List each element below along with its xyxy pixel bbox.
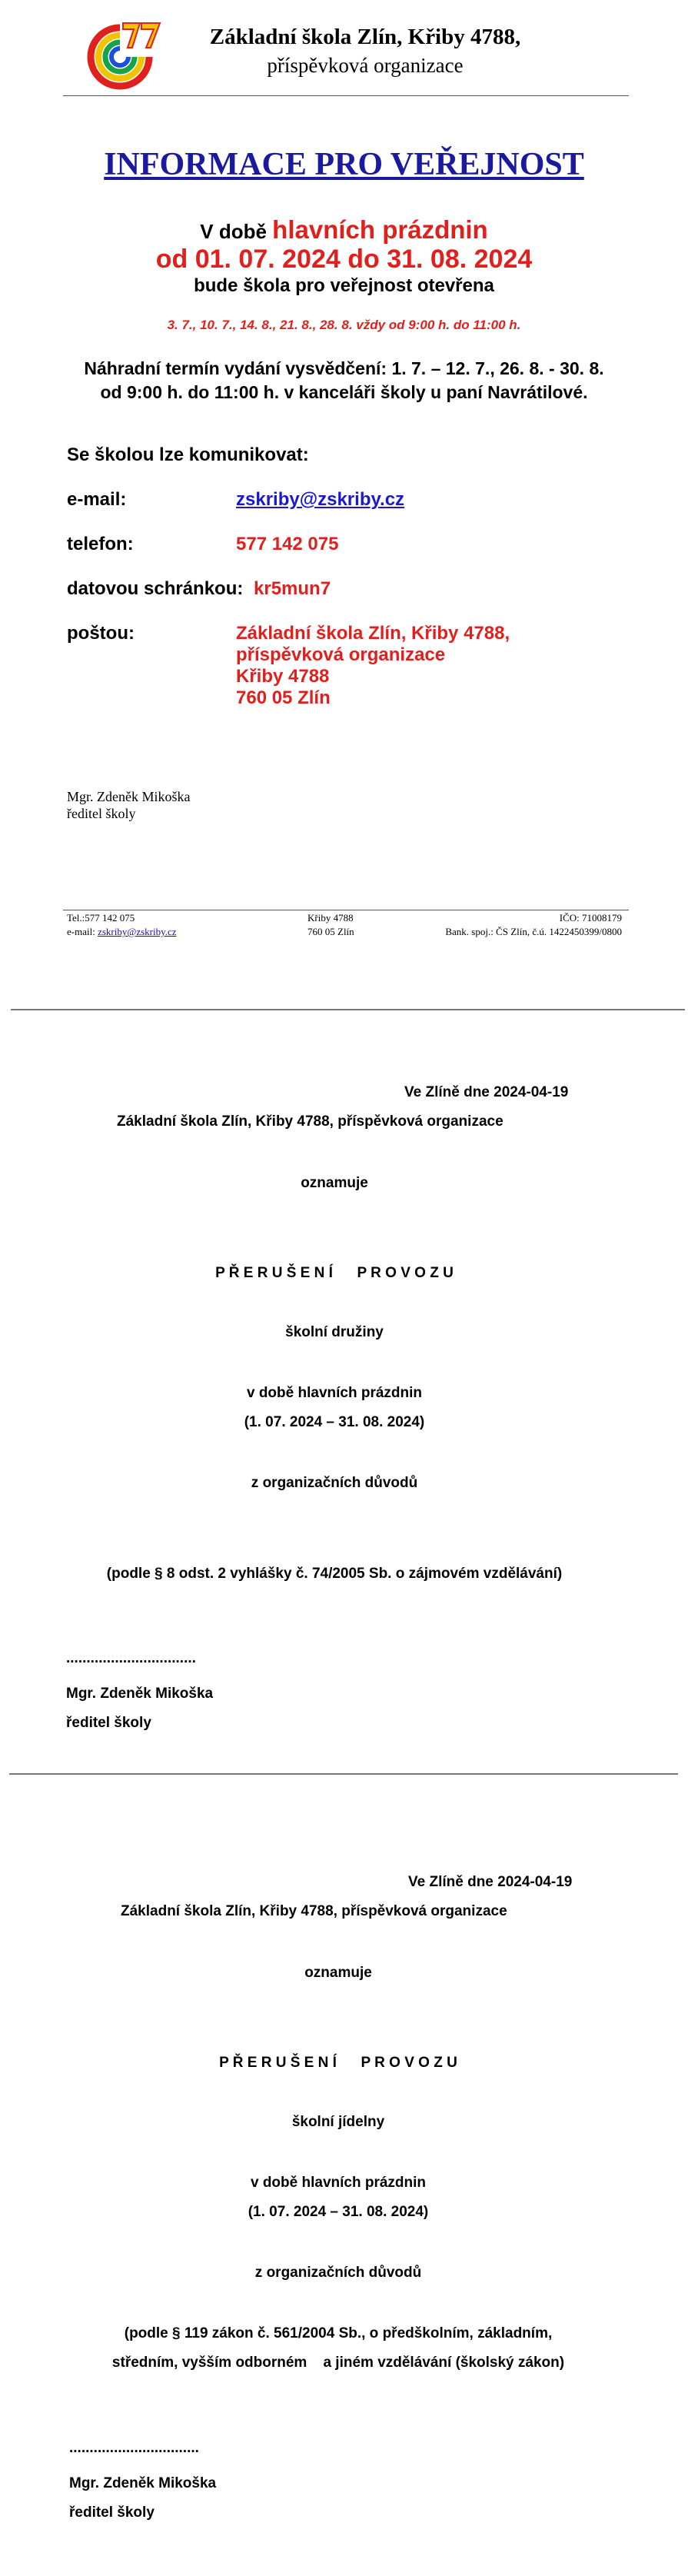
- footer-email: [67, 926, 177, 938]
- footer-email-label: e-mail:: [67, 926, 98, 937]
- header-divider: [63, 95, 629, 96]
- legal-basis: (podle § 8 odst. 2 vyhlášky č. 74/2005 Sb. o zájmovém vzdělávání): [106, 1566, 563, 1582]
- page-separator-1: [11, 1009, 685, 1010]
- footer-ico: IČO: 71008179: [559, 912, 622, 924]
- page-title: INFORMACE PRO VEŘEJNOST: [104, 147, 584, 182]
- subject: školní družiny: [285, 1324, 384, 1340]
- school-logo-icon: [74, 14, 166, 91]
- interruption-heading: P Ř E R U Š E N Í P R O V O Z U: [219, 2055, 457, 2071]
- intro-highlight: hlavních prázdnin: [272, 215, 488, 244]
- contact-heading: Se školou lze komunikovat:: [67, 444, 309, 465]
- school-name: Základní škola Zlín, Křiby 4788, příspěvková organizace: [121, 1903, 507, 1919]
- footer-bank: Bank. spoj.: ČS Zlín, č.ú. 1422450399/0800: [445, 926, 622, 937]
- announces: oznamuje: [304, 1965, 372, 1981]
- signature-dots: ................................: [66, 1650, 196, 1666]
- signature-name: Mgr. Zdeněk Mikoška: [69, 2475, 217, 2491]
- signature-name: Mgr. Zdeněk Mikoška: [67, 789, 191, 804]
- reason: z organizačních důvodů: [251, 1475, 418, 1491]
- period-line-1: v době hlavních prázdnin: [250, 2175, 427, 2191]
- open-text: bude škola pro veřejnost otevřena: [194, 275, 494, 296]
- interruption-heading: P Ř E R U Š E N Í P R O V O Z U: [215, 1265, 454, 1281]
- email-label: e-mail:: [67, 489, 127, 510]
- footer-street: Křiby 4788: [307, 912, 354, 924]
- post-label: poštou:: [67, 623, 135, 644]
- footer-city: 760 05 Zlín: [307, 926, 354, 937]
- period-line-1: v době hlavních prázdnin: [246, 1385, 423, 1401]
- databox-value: kr5mun7: [254, 578, 331, 599]
- phone-label: telefon:: [67, 534, 134, 554]
- period-line-2: (1. 07. 2024 – 31. 08. 2024): [244, 1414, 425, 1430]
- subject: školní jídelny: [291, 2114, 385, 2130]
- databox-label: datovou schránkou:: [67, 578, 244, 599]
- page-separator-2: [9, 1773, 678, 1775]
- place-date: Ve Zlíně dne 2024-04-19: [404, 1084, 569, 1100]
- header-school-type: příspěvková organizace: [267, 54, 464, 77]
- email-link[interactable]: zskriby@zskriby.cz: [236, 489, 405, 510]
- reason: z organizačních důvodů: [254, 2265, 422, 2281]
- signature-name: Mgr. Zdeněk Mikoška: [66, 1686, 214, 1702]
- post-line-4: 760 05 Zlín: [236, 687, 331, 708]
- signature-dots: ................................: [69, 2440, 199, 2456]
- place-date: Ve Zlíně dne 2024-04-19: [408, 1874, 573, 1890]
- post-line-2: příspěvková organizace: [236, 644, 446, 665]
- footer-tel: Tel.:577 142 075: [67, 912, 135, 924]
- footer-email-link[interactable]: zskriby@zskriby.cz: [98, 926, 177, 937]
- replacement-line-2: od 9:00 h. do 11:00 h. v kanceláři školy u paní Navrátilové.: [100, 382, 588, 402]
- intro-line: [0, 215, 688, 245]
- signature-role: ředitel školy: [69, 2504, 155, 2521]
- school-name: Základní škola Zlín, Křiby 4788, příspěvková organizace: [117, 1113, 504, 1130]
- legal-basis-line-2: středním, vyšším odborném a jiném vzdělávání (školský zákon): [111, 2355, 565, 2371]
- legal-basis-line-1: (podle § 119 zákon č. 561/2004 Sb., o předškolním, základním,: [124, 2325, 553, 2341]
- phone-value: 577 142 075: [236, 534, 339, 554]
- replacement-line-1: Náhradní termín vydání vysvědčení: 1. 7. – 12. 7., 26. 8. - 30. 8.: [84, 358, 604, 378]
- post-line-1: Základní škola Zlín, Křiby 4788,: [236, 623, 510, 644]
- signature-role: ředitel školy: [66, 1715, 151, 1731]
- signature-role: ředitel školy: [67, 806, 136, 821]
- post-line-3: Křiby 4788: [236, 666, 330, 687]
- open-dates: 3. 7., 10. 7., 14. 8., 21. 8., 28. 8. vždy od 9:00 h. do 11:00 h.: [167, 318, 521, 332]
- period-line-2: (1. 07. 2024 – 31. 08. 2024): [248, 2204, 429, 2220]
- announces: oznamuje: [301, 1175, 368, 1191]
- intro-prefix: V době: [200, 220, 273, 243]
- header-school-name: Základní škola Zlín, Křiby 4788,: [209, 25, 521, 49]
- date-range: od 01. 07. 2024 do 31. 08. 2024: [155, 245, 533, 274]
